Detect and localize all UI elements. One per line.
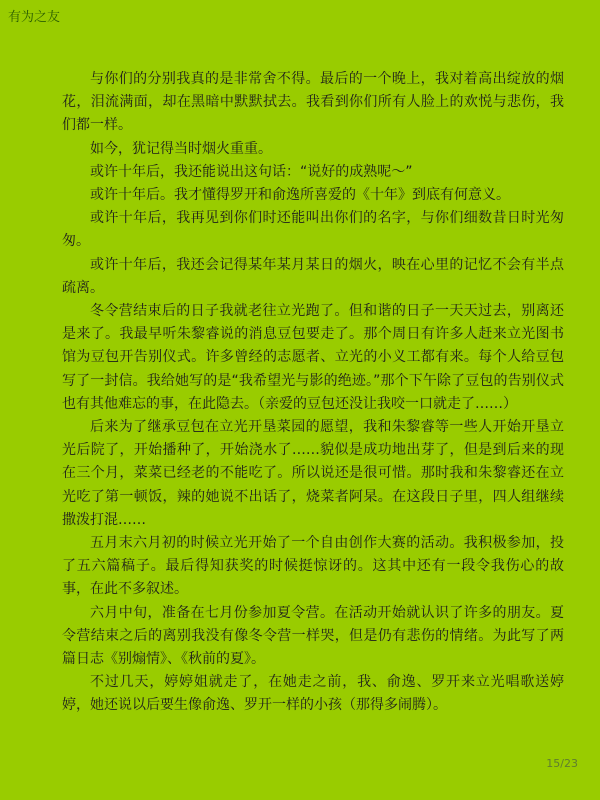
paragraph: 或许十年后，我再见到你们时还能叫出你们的名字，与你们细数昔日时光匆匆。 [62, 210, 564, 250]
paragraph: 如今，犹记得当时烟火重重。 [90, 140, 272, 157]
paragraph: 五月末六月初的时候立光开始了一个自由创作大赛的活动。我积极参加，投了五六篇稿子。最后得知获奖的时候挺惊讶的。这其中还有一段令我伤心的故事，在此不多叙述。 [62, 535, 564, 598]
paragraph: 或许十年后，我还会记得某年某月某日的烟火，映在心里的记忆不会有半点疏离。 [62, 256, 564, 296]
paragraph: 与你们的分别我真的是非常舍不得。最后的一个晚上，我对着高出绽放的烟花，泪流满面，却在黑暗中默默拭去。我看到你们所有人脸上的欢悦与悲伤，我们都一样。 [62, 71, 564, 134]
paragraph: 不过几天，婷婷姐就走了，在她走之前，我、俞逸、罗开来立光唱歌送婷婷，她还说以后要生像俞逸、罗开一样的小孩（那得多闹腾）。 [62, 674, 564, 714]
header-title: 有为之友 [8, 10, 61, 25]
paragraph: 或许十年后，我还能说出这句话：“说好的成熟呢～” [90, 163, 413, 180]
document-body [62, 68, 564, 718]
paragraph: 后来为了继承豆包在立光开垦菜园的愿望，我和朱黎睿等一些人开始开垦立光后院了，开始播种了，开始浇水了……貌似是成功地出芽了，但是到后来的现在三个月，菜菜已经老的不能吃了。所以说还是很可惜。那时我和朱黎睿还在立光吃了第一顿饭，辣的她说不出话了，烧菜者阿杲。在这段日子里，四人组继续撒泼打混…… [62, 419, 564, 528]
paragraph: 或许十年后。我才懂得罗开和俞逸所喜爱的《十年》到底有何意义。 [90, 187, 510, 204]
paragraph: 六月中旬，准备在七月份参加夏令营。在活动开始就认识了许多的朋友。夏令营结束之后的离别我没有像冬令营一样哭，但是仍有悲伤的情绪。为此写了两篇日志《别煽情》、《秋前的夏》。 [62, 604, 564, 668]
paragraph: 冬令营结束后的日子我就老往立光跑了。但和谐的日子一天天过去，别离还是来了。我最早听朱黎睿说的消息豆包要走了。那个周日有许多人赶来立光图书馆为豆包开告别仪式。许多曾经的志愿者、立光的小义工都有来。每个人给豆包写了一封信。我给她写的是“我希望光与影的绝迹。”那个下午除了豆包的告别仪式也有其他难忘的事，在此隐去。（亲爱的豆包还没让我咬一口就走了……） [62, 303, 564, 412]
page-number: 15/23 [546, 757, 578, 770]
